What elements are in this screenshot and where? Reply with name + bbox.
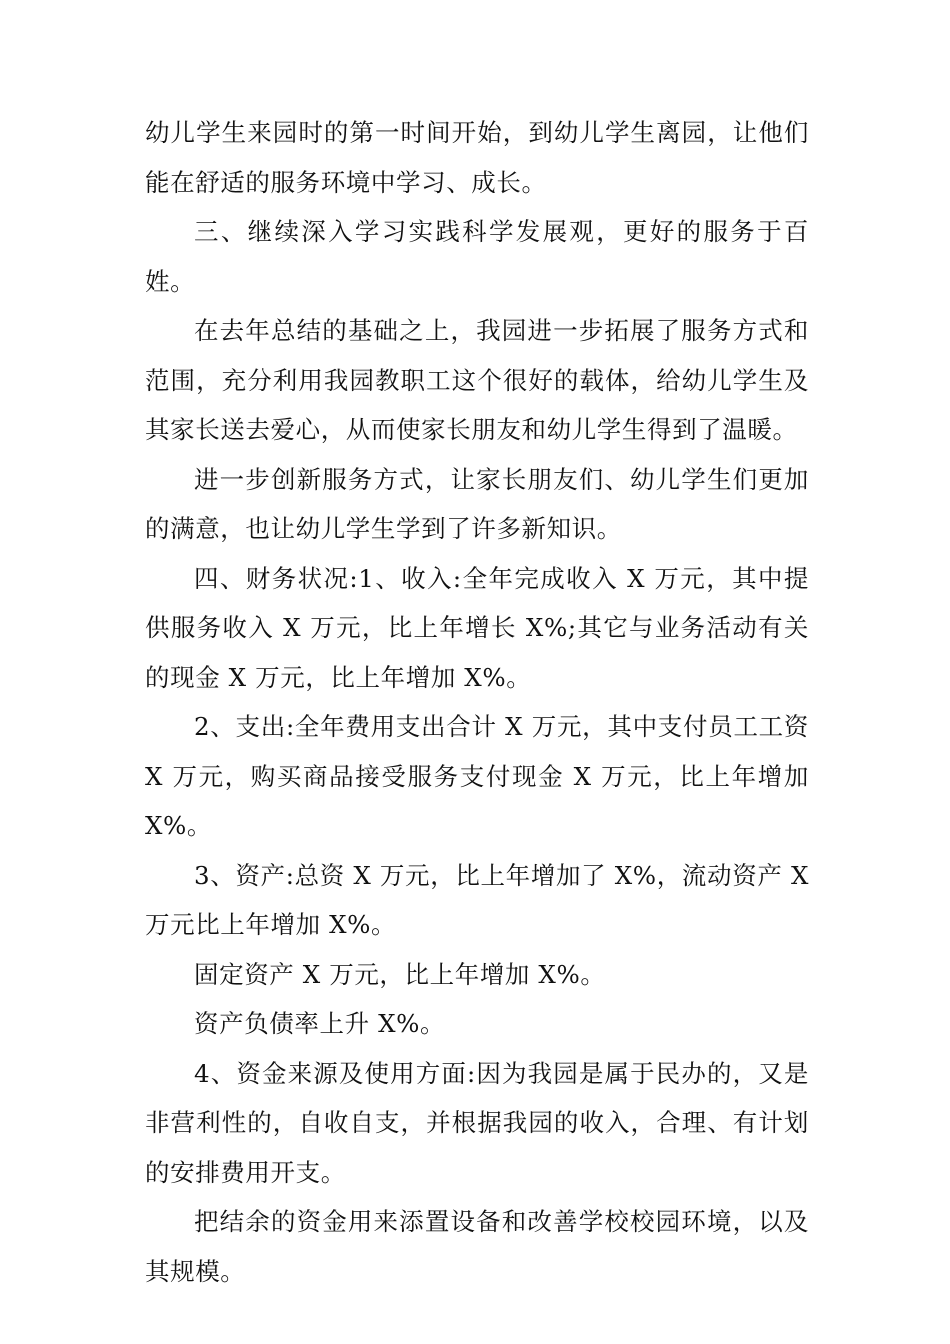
paragraph-4: 进一步创新服务方式，让家长朋友们、幼儿学生们更加的满意，也让幼儿学生学到了许多新知识。	[145, 464, 809, 543]
paragraph-1: 幼儿学生来园时的第一时间开始，到幼儿学生离园，让他们能在舒适的服务环境中学习、成长。	[145, 118, 809, 197]
paragraph-9-debt-ratio: 资产负债率上升 X%。	[194, 1009, 446, 1038]
paragraph-3: 在去年总结的基础之上，我园进一步拓展了服务方式和范围，充分利用我园教职工这个很好的载体，给幼儿学生及其家长送去爱心，从而使家长朋友和幼儿学生得到了温暖。	[145, 316, 809, 444]
paragraph-7-finance-assets: 3、资产:总资 X 万元，比上年增加了 X%，流动资产 X 万元比上年增加 X%。	[145, 860, 809, 939]
paragraph-11-surplus: 把结余的资金用来添置设备和改善学校校园环境，以及其规模。	[145, 1207, 809, 1286]
paragraph-5-finance-income: 四、财务状况:1、收入:全年完成收入 X 万元，其中提供服务收入 X 万元，比上年增长 X%;其它与业务活动有关的现金 X 万元，比上年增加 X%。	[145, 563, 809, 692]
paragraph-6-finance-expense: 2、支出:全年费用支出合计 X 万元，其中支付员工工资 X 万元，购买商品接受服务支付现金 X 万元，比上年增加 X%。	[145, 712, 809, 840]
paragraph-2-section-heading: 三、继续深入学习实践科学发展观，更好的服务于百姓。	[145, 217, 809, 296]
paragraph-8-fixed-assets: 固定资产 X 万元，比上年增加 X%。	[194, 959, 606, 989]
paragraph-10-funding: 4、资金来源及使用方面:因为我园是属于民办的，又是非营利性的，自收自支，并根据我园的收入，合理、有计划的安排费用开支。	[145, 1058, 809, 1187]
document-body	[145, 108, 809, 1296]
